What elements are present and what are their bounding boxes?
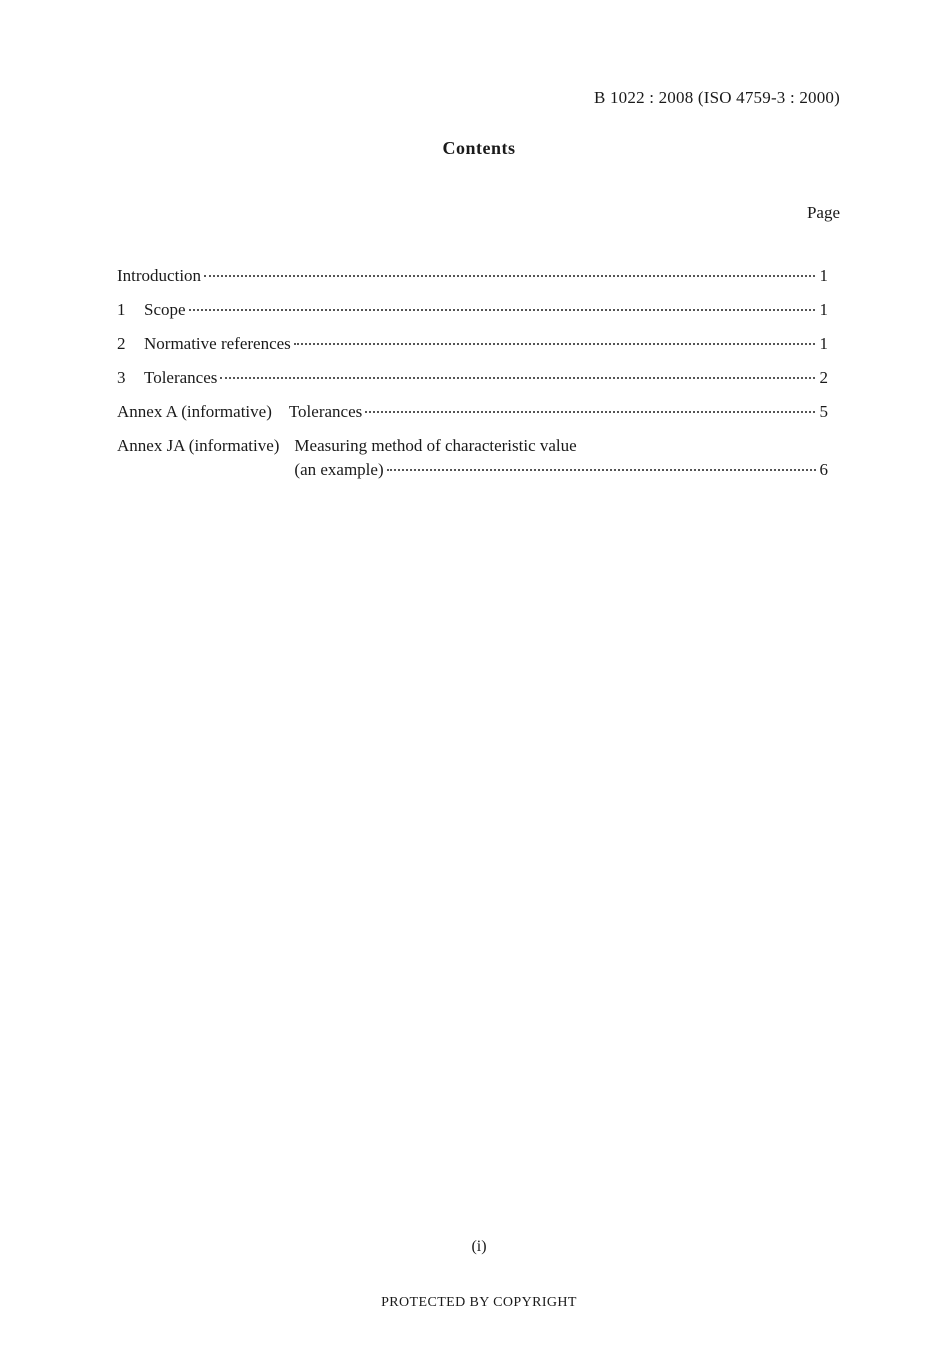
document-identifier: B 1022 : 2008 (ISO 4759-3 : 2000) (593, 88, 840, 107)
table-of-contents (117, 266, 828, 480)
dot-leader (220, 377, 815, 379)
toc-entry-page: 2 (819, 368, 828, 387)
toc-entry-label-line1: Measuring method of characteristic value (294, 436, 577, 455)
annex-prefix: Annex JA (informative) (117, 436, 280, 455)
toc-entry-introduction[interactable] (117, 266, 828, 300)
toc-entry-label: Tolerances (144, 368, 218, 387)
toc-entry-page: 1 (819, 300, 828, 319)
toc-entry-label: Scope (144, 300, 186, 319)
dot-leader (365, 411, 815, 413)
annex-prefix: Annex A (informative) (117, 402, 272, 421)
toc-entry-normative-references[interactable] (117, 334, 828, 368)
annex-title-block (294, 436, 828, 480)
toc-entry-annex-ja[interactable] (117, 436, 828, 480)
copyright-notice: PROTECTED BY COPYRIGHT (381, 1295, 577, 1310)
toc-entry-annex-a[interactable] (117, 402, 828, 436)
page-number: (i) (471, 1238, 487, 1255)
toc-entry-page: 6 (819, 460, 828, 479)
toc-entry-page: 5 (819, 402, 828, 421)
contents-title: Contents (442, 138, 516, 158)
toc-entry-label: Introduction (117, 266, 202, 285)
toc-entry-label-line2: (an example) (294, 460, 384, 479)
toc-entry-page: 1 (819, 334, 828, 353)
toc-entry-page: 1 (819, 266, 828, 285)
page-column-label: Page (806, 203, 840, 222)
dot-leader (204, 275, 815, 277)
toc-entry-scope[interactable] (117, 300, 828, 334)
toc-entry-number: 1 (117, 300, 126, 319)
toc-entry-number: 2 (117, 334, 126, 353)
toc-entry-number: 3 (117, 368, 126, 387)
dot-leader (294, 343, 815, 345)
dot-leader (189, 309, 815, 311)
toc-entry-tolerances[interactable] (117, 368, 828, 402)
dot-leader (387, 469, 816, 471)
toc-entry-label: Normative references (144, 334, 291, 353)
toc-entry-label: Tolerances (288, 402, 363, 421)
annex-title-line2 (294, 460, 828, 480)
